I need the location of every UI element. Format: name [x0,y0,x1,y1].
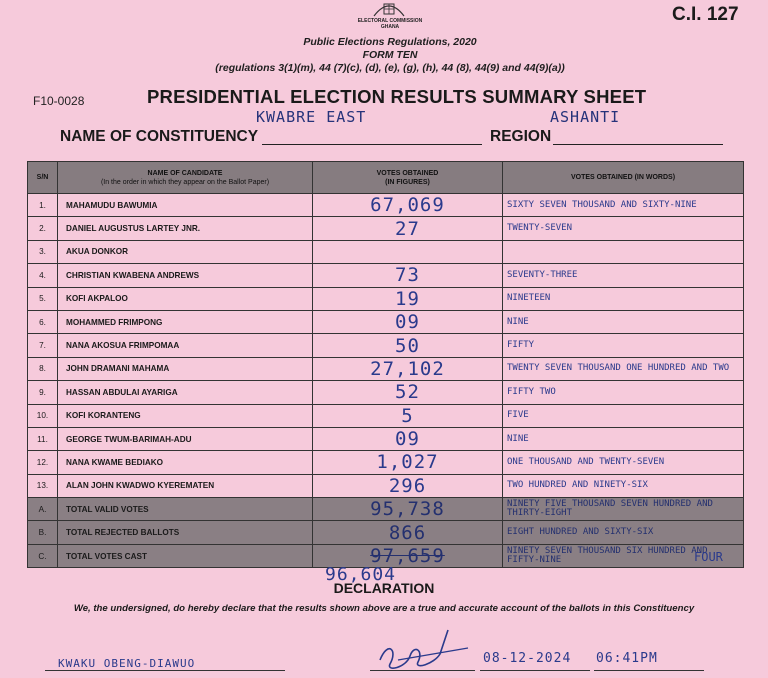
constituency-value: KWABRE EAST [256,108,367,126]
row-votes-words: FIFTY TWO [503,381,744,404]
constituency-underline [262,144,482,145]
row-votes-words: NINETEEN [503,287,744,310]
row-votes-words: TWENTY-SEVEN [503,217,744,240]
corrected-total-figures: 96,604 [325,564,397,585]
row-candidate-name: MAHAMUDU BAWUMIA [58,194,313,217]
col-figures-subtitle: (IN FIGURES) [385,178,430,186]
row-sn: 5. [28,287,58,310]
col-words-header: VOTES OBTAINED (IN WORDS) [503,162,744,194]
returning-officer-name: KWAKU OBENG-DIAWUO [58,657,196,670]
row-votes-figures: 52 [313,381,503,404]
candidate-row [28,334,744,357]
row-votes-words: NINETY FIVE THOUSAND SEVEN HUNDRED AND THIRTY-EIGHT [503,498,744,521]
col-name-header [58,162,313,194]
returning-officer-line [45,670,285,671]
candidate-row [28,310,744,333]
row-votes-figures: 1,027 [313,451,503,474]
candidate-row [28,240,744,263]
row-sn: 9. [28,381,58,404]
row-votes-words: FIFTY [503,334,744,357]
region-underline [553,144,723,145]
declaration-date: 08-12-2024 [483,651,572,666]
row-sn: C. [28,544,58,567]
row-votes-words: TWO HUNDRED AND NINETY-SIX [503,474,744,497]
time-line [594,670,704,671]
signature-line [370,670,475,671]
row-sn: 8. [28,357,58,380]
declaration-text: We, the undersigned, do hereby declare that the results shown above are a true and accurate account of the ballots in this Constituency [73,603,695,614]
row-candidate-name: TOTAL REJECTED BALLOTS [58,521,313,544]
col-name-title: NAME OF CANDIDATE [147,169,223,177]
region-value: ASHANTI [550,108,621,126]
regulations-title: Public Elections Regulations, 2020 [303,36,477,48]
row-sn: 11. [28,427,58,450]
date-line [480,670,590,671]
row-votes-words [503,240,744,263]
form-reference: C.I. 127 [672,4,739,25]
row-candidate-name: MOHAMMED FRIMPONG [58,310,313,333]
col-name-subtitle: (In the order in which they appear on the Ballot Paper) [100,178,270,186]
col-figures-header [313,162,503,194]
row-candidate-name: NANA KWAME BEDIAKO [58,451,313,474]
constituency-label: NAME OF CONSTITUENCY [60,128,259,145]
declaration-time: 06:41PM [596,651,658,666]
row-votes-words: ONE THOUSAND AND TWENTY-SEVEN [503,451,744,474]
row-votes-words: NINE [503,310,744,333]
row-votes-figures: 27 [313,217,503,240]
row-votes-figures: 67,069 [313,194,503,217]
total-row [28,521,744,544]
row-candidate-name: DANIEL AUGUSTUS LARTEY JNR. [58,217,313,240]
row-sn: B. [28,521,58,544]
region-label: REGION [490,128,552,145]
row-votes-figures: 50 [313,334,503,357]
row-sn: 7. [28,334,58,357]
row-votes-figures: 09 [313,310,503,333]
commission-label: ELECTORAL COMMISSION [357,18,423,24]
candidate-row [28,451,744,474]
candidate-row [28,404,744,427]
row-sn: A. [28,498,58,521]
form-code: F10-0028 [33,94,85,108]
regulations-block [200,36,580,75]
col-sn-header: S/N [28,162,58,194]
row-candidate-name: JOHN DRAMANI MAHAMA [58,357,313,380]
row-votes-words: NINETY SEVEN THOUSAND SIX HUNDRED AND FIFTY-NINE [503,544,744,567]
row-votes-words: EIGHT HUNDRED AND SIXTY-SIX [503,521,744,544]
row-sn: 1. [28,194,58,217]
row-candidate-name: ALAN JOHN KWADWO KYEREMATEN [58,474,313,497]
candidate-row [28,474,744,497]
row-candidate-name: KOFI AKPALOO [58,287,313,310]
row-sn: 12. [28,451,58,474]
correction-word: FOUR [694,550,723,564]
row-votes-figures: 296 [313,474,503,497]
row-votes-words: NINE [503,427,744,450]
table-header [28,162,744,194]
row-sn: 4. [28,264,58,287]
row-sn: 10. [28,404,58,427]
regulation-references: (regulations 3(1)(m), 44 (7)(c), (d), (e), (g), (h), 44 (8), 44(9) and 44(9)(a)) [215,62,565,74]
page-title: PRESIDENTIAL ELECTION RESULTS SUMMARY SHEET [147,86,647,107]
candidate-row [28,264,744,287]
candidate-row [28,217,744,240]
row-sn: 3. [28,240,58,263]
country-label: GHANA [380,24,400,30]
row-votes-figures: 866 [313,521,503,544]
row-votes-words: TWENTY SEVEN THOUSAND ONE HUNDRED AND TWO [503,357,744,380]
commission-name [330,18,450,30]
form-name: FORM TEN [362,49,418,61]
row-candidate-name: AKUA DONKOR [58,240,313,263]
row-votes-figures [313,240,503,263]
row-votes-figures: 19 [313,287,503,310]
coat-of-arms-icon [368,0,410,18]
candidate-row [28,381,744,404]
row-votes-figures: 95,738 [313,498,503,521]
row-votes-figures: 5 [313,404,503,427]
total-row [28,498,744,521]
results-table [27,161,744,568]
declaration-heading: DECLARATION [333,580,435,596]
row-candidate-name: KOFI KORANTENG [58,404,313,427]
row-votes-figures: 27,102 [313,357,503,380]
candidate-row [28,287,744,310]
row-candidate-name: TOTAL VALID VOTES [58,498,313,521]
candidate-row [28,357,744,380]
row-candidate-name: TOTAL VOTES CAST [58,544,313,567]
row-votes-figures: 73 [313,264,503,287]
row-sn: 2. [28,217,58,240]
row-candidate-name: NANA AKOSUA FRIMPOMAA [58,334,313,357]
row-candidate-name: GEORGE TWUM-BARIMAH-ADU [58,427,313,450]
row-votes-words: FIVE [503,404,744,427]
row-votes-words: SEVENTY-THREE [503,264,744,287]
candidate-row [28,427,744,450]
row-candidate-name: HASSAN ABDULAI AYARIGA [58,381,313,404]
candidate-row [28,194,744,217]
row-votes-figures: 09 [313,427,503,450]
row-votes-figures: 97,659 [313,544,503,567]
col-figures-title: VOTES OBTAINED [376,169,439,177]
row-votes-words: SIXTY SEVEN THOUSAND AND SIXTY-NINE [503,194,744,217]
row-sn: 6. [28,310,58,333]
row-candidate-name: CHRISTIAN KWABENA ANDREWS [58,264,313,287]
row-sn: 13. [28,474,58,497]
